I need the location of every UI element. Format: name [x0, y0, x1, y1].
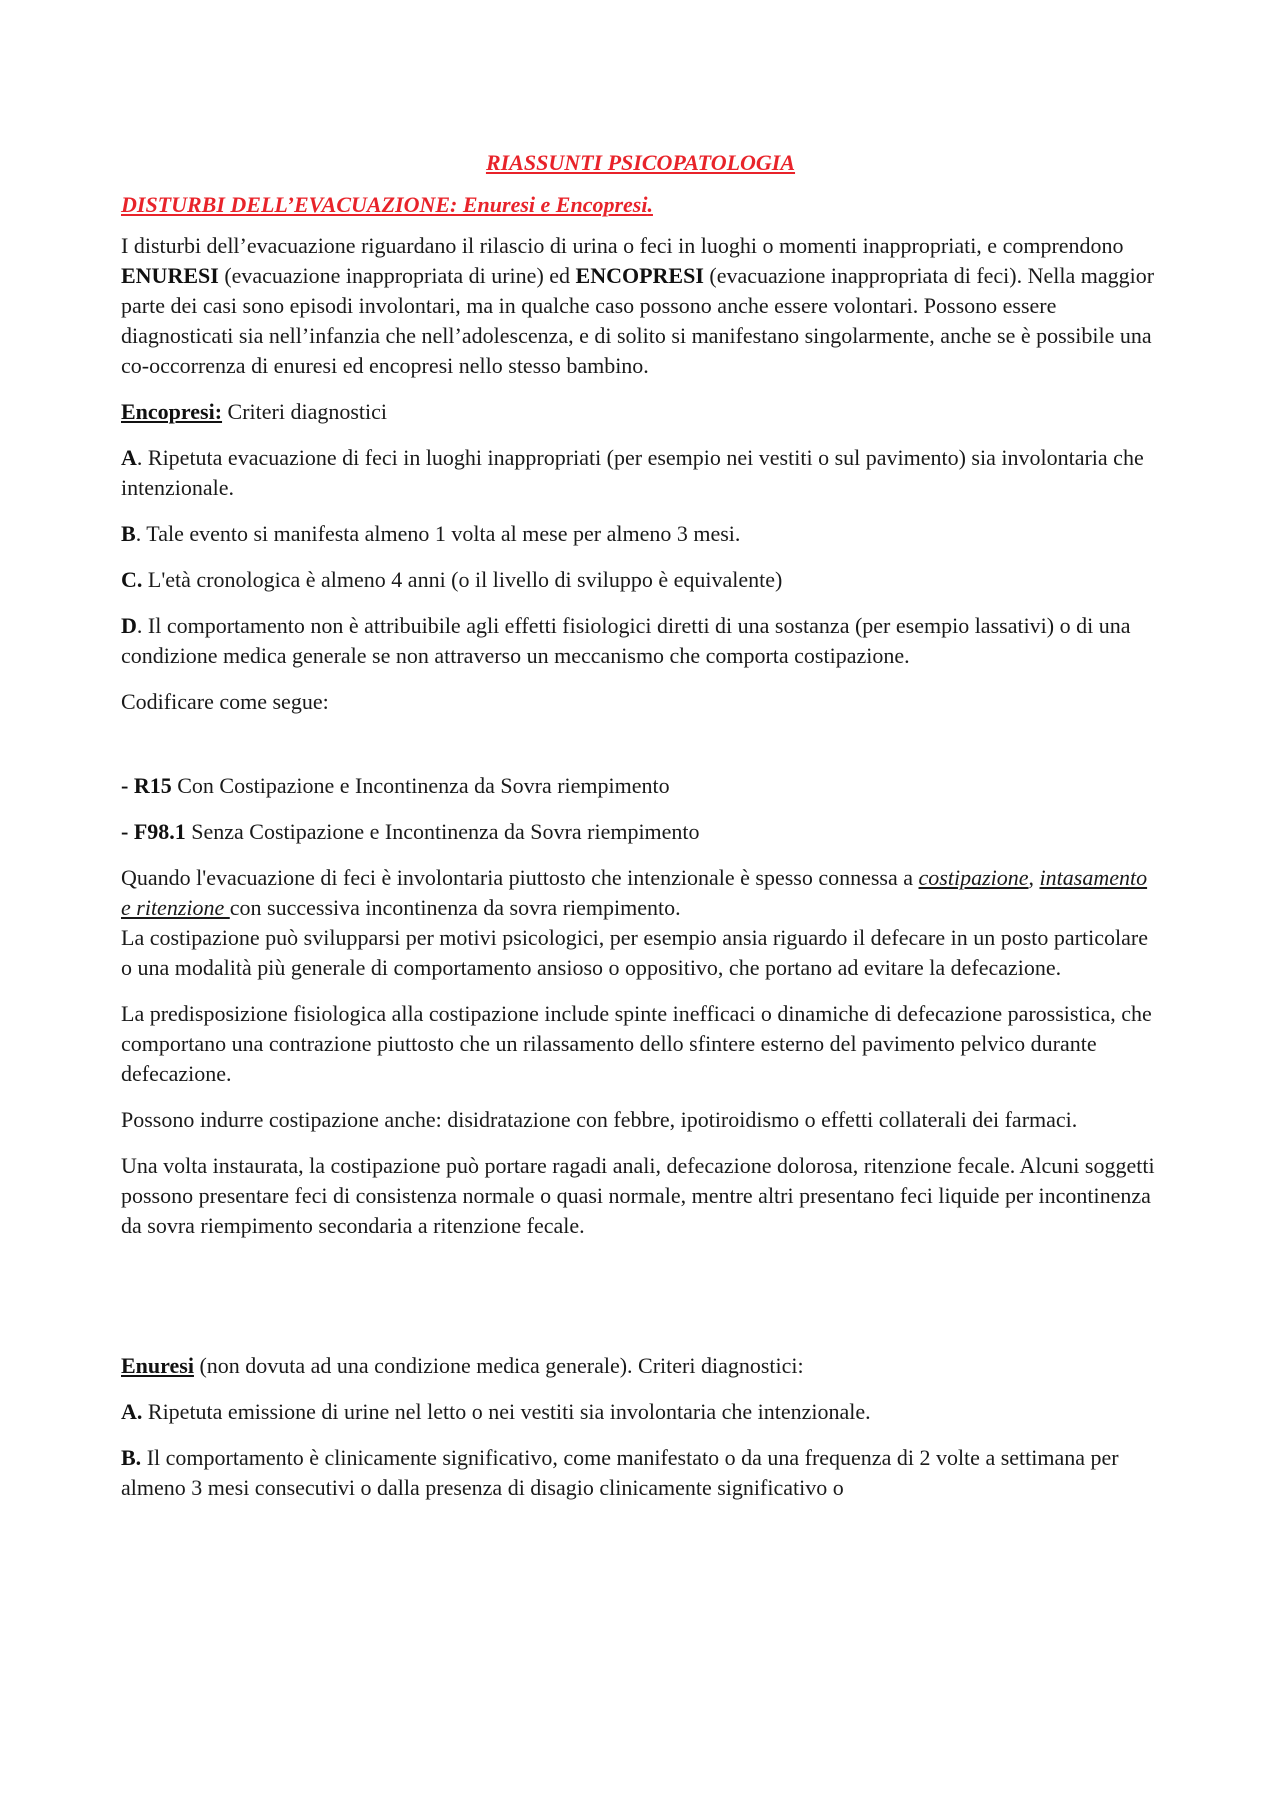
criterion-text: Ripetuta emissione di urine nel letto o nei vestiti sia involontaria che intenzionale.	[142, 1399, 871, 1424]
intro-term-encopresi: ENCOPRESI	[575, 263, 704, 288]
criterion-text: L'età cronologica è almeno 4 anni (o il livello di sviluppo è equivalente)	[142, 567, 783, 592]
code-r15	[121, 771, 1160, 801]
involuntary-text-3: con successiva incontinenza da sovra riempimento.	[229, 895, 681, 920]
criterion-letter: D	[121, 613, 137, 638]
intro-text-1: I disturbi dell’evacuazione riguardano il rilascio di urina o feci in luoghi o momenti inappropriati, e comprendono	[121, 233, 1124, 258]
criterion-text: Il comportamento è clinicamente significativo, come manifestato o da una frequenza di 2 volte a settimana per almeno 3 mesi consecutivi o dalla presenza di disagio clinicamente significativo o	[121, 1445, 1119, 1500]
enuresi-heading	[121, 1351, 1160, 1381]
encopresi-criterion-d	[121, 611, 1160, 671]
enuresi-criterion-a	[121, 1397, 1160, 1427]
encopresi-label: Encopresi:	[121, 399, 223, 424]
code-label: - R15	[121, 773, 172, 798]
intro-term-enuresi: ENURESI	[121, 263, 219, 288]
criterion-letter: B	[121, 521, 136, 546]
involuntary-text-2: ,	[1028, 865, 1040, 890]
involuntary-paragraph	[121, 863, 1160, 983]
intro-text-3: (evacuazione inappropriata di feci). Nella maggior parte dei casi sono episodi involontari, ma in qualche caso possono anche essere volontari. Possono essere diagnosticati sia nell’infanzia che nell’adolescenza, e di solito si manifestano singolarmente, anche se è possibile una co-occorrenza di enuresi ed encopresi nello stesso bambino.	[121, 263, 1155, 378]
encopresi-criterion-c	[121, 565, 1160, 595]
paragraph-predisposition: La predisposizione fisiologica alla costipazione include spinte inefficaci o dinamiche di defecazione parossistica, che comportano una contrazione piuttosto che un rilassamento dello sfintere esterno del pavimento pelvico durante defecazione.	[121, 1001, 1152, 1086]
document-title: RIASSUNTI PSICOPATOLOGIA	[485, 150, 796, 175]
encopresi-criterion-a	[121, 443, 1160, 503]
section-heading-period: .	[647, 192, 653, 217]
criterion-letter: B.	[121, 1445, 142, 1470]
involuntary-text-1: Quando l'evacuazione di feci è involontaria piuttosto che intenzionale è spesso connessa a	[121, 865, 919, 890]
intro-paragraph	[121, 231, 1160, 381]
involuntary-text-4: La costipazione può svilupparsi per motivi psicologici, per esempio ansia riguardo il defecare in un posto particolare o una modalità più generale di comportamento ansioso o oppositivo, che portano ad evitare la defecazione.	[121, 925, 1148, 980]
encopresi-label-rest: Criteri diagnostici	[222, 399, 388, 424]
section-heading	[121, 190, 1160, 220]
criterion-text: . Ripetuta evacuazione di feci in luoghi inappropriati (per esempio nei vestiti o sul pavimento) sia involontaria che intenzionale.	[121, 445, 1144, 500]
term-intasamento: intasamento e ritenzione	[121, 865, 1148, 920]
enuresi-label: Enuresi	[121, 1353, 194, 1378]
encopresi-criterion-b	[121, 519, 1160, 549]
code-label: - F98.1	[121, 819, 186, 844]
term-costipazione: costipazione	[918, 865, 1029, 890]
code-text: Con Costipazione e Incontinenza da Sovra riempimento	[171, 773, 670, 798]
criterion-letter: A.	[121, 1399, 143, 1424]
criterion-text: . Il comportamento non è attribuibile agli effetti fisiologici diretti di una sostanza (per esempio lassativi) o di una condizione medica generale se non attraverso un meccanismo che comporta costipazione.	[121, 613, 1131, 668]
criterion-letter: C.	[121, 567, 143, 592]
criterion-text: . Tale evento si manifesta almeno 1 volta al mese per almeno 3 mesi.	[135, 521, 741, 546]
criterion-letter: A	[121, 445, 137, 470]
paragraph-consequences: Una volta instaurata, la costipazione può portare ragadi anali, defecazione dolorosa, ritenzione fecale. Alcuni soggetti possono presentare feci di consistenza normale o quasi normale, mentre altri presentano feci liquide per incontinenza da sovra riempimento secondaria a ritenzione fecale.	[121, 1153, 1155, 1238]
code-text: Senza Costipazione e Incontinenza da Sovra riempimento	[185, 819, 700, 844]
code-intro: Codificare come segue:	[121, 689, 329, 714]
intro-text-2: (evacuazione inappropriata di urine) ed	[218, 263, 576, 288]
section-heading-text: DISTURBI DELL’EVACUAZIONE: Enuresi e Encopresi	[121, 192, 648, 217]
paragraph-causes: Possono indurre costipazione anche: disidratazione con febbre, ipotiroidismo o effetti collaterali dei farmaci.	[121, 1107, 1078, 1132]
code-f98	[121, 817, 1160, 847]
enuresi-label-rest: (non dovuta ad una condizione medica generale). Criteri diagnostici:	[193, 1353, 804, 1378]
encopresi-heading	[121, 397, 1160, 427]
enuresi-criterion-b	[121, 1443, 1160, 1503]
